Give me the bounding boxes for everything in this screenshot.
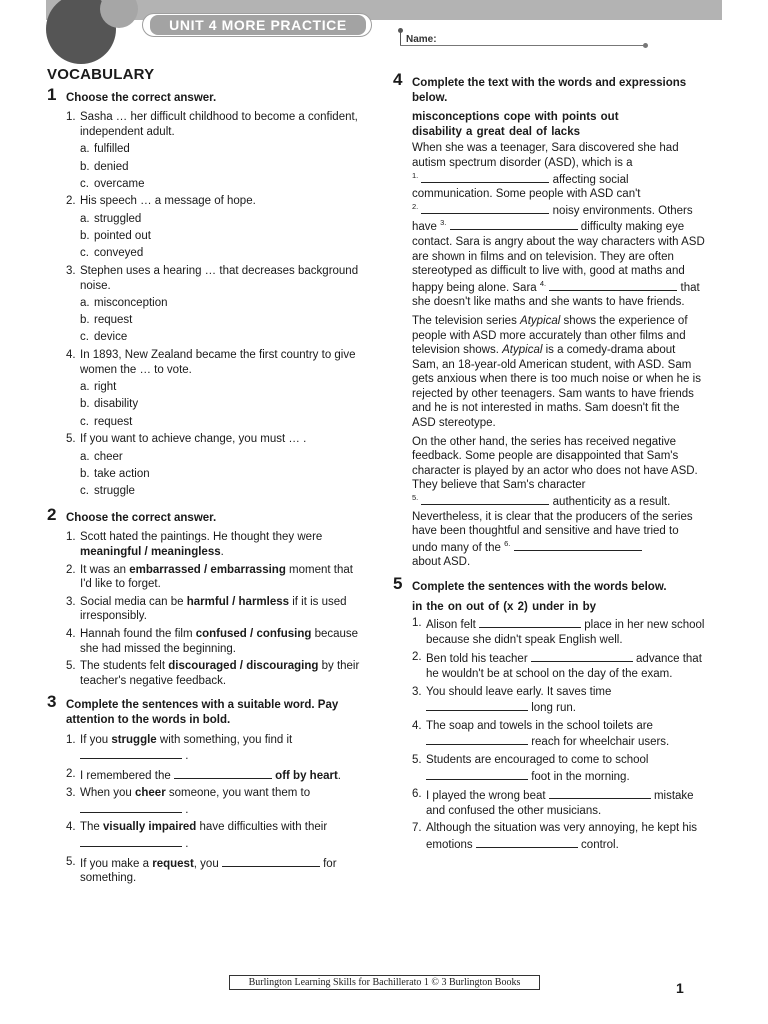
option-letter: b. <box>80 468 90 480</box>
exercise-number: 3 <box>47 692 57 712</box>
choice-option[interactable]: embarrassing <box>210 563 286 576</box>
question <box>47 563 367 592</box>
question-text: . <box>182 838 189 851</box>
option-text: struggled <box>94 212 142 225</box>
question-number: 5. <box>66 855 76 868</box>
answer-option[interactable] <box>80 380 367 395</box>
option-letter: b. <box>80 160 90 173</box>
question-text: Alison felt <box>426 619 480 632</box>
question-text: You should leave early. It saves time <box>426 685 612 698</box>
option-text: overcame <box>94 177 145 190</box>
word-bank <box>393 110 705 139</box>
question-text: If you make a <box>80 857 153 870</box>
choice-option[interactable]: embarrassed <box>129 563 201 576</box>
exercise-instruction: Choose the correct answer. <box>66 511 217 524</box>
bold-keyword: off by heart <box>275 769 338 782</box>
gap-number: 1. <box>412 170 419 180</box>
question-number: 3. <box>66 264 76 277</box>
answer-option[interactable] <box>80 467 367 482</box>
choice-option[interactable]: meaningful <box>80 545 142 558</box>
question-text: , you <box>193 857 222 870</box>
question-text: In 1893, New Zealand became the first country to give women the … to vote. <box>80 349 356 376</box>
exercise-2-heading <box>47 504 367 526</box>
option-letter: b. <box>80 230 90 243</box>
choice-separator: / <box>200 563 211 576</box>
question-text: long run. <box>528 702 576 715</box>
answer-option[interactable] <box>80 415 367 430</box>
gap-number: 3. <box>440 218 447 228</box>
question-text: The students felt <box>80 660 169 673</box>
text-paragraph <box>393 314 705 431</box>
choice-separator: / <box>228 595 239 608</box>
option-letter: c. <box>80 177 89 190</box>
paragraph-text: that she doesn't like maths and she wants to have friends. <box>412 281 700 309</box>
option-letter: a. <box>80 450 90 463</box>
question-text: When you <box>80 787 135 800</box>
name-field[interactable] <box>400 30 650 50</box>
option-text: right <box>94 381 117 394</box>
question <box>47 767 367 784</box>
question-number: 3. <box>66 787 76 800</box>
choice-option[interactable]: discouraged <box>168 660 237 673</box>
answer-option[interactable] <box>80 313 367 328</box>
question-number: 1. <box>66 111 76 124</box>
question <box>393 616 705 647</box>
question-number: 2. <box>66 563 76 576</box>
question-text: if it is used irresponsibly. <box>80 595 347 623</box>
paragraph-text: shows the experience of people with ASD more accurately than other films and television shows. <box>412 314 688 357</box>
question-number: 5. <box>66 433 76 446</box>
option-letter: c. <box>80 485 89 498</box>
option-text: conveyed <box>94 247 144 260</box>
answer-option[interactable] <box>80 484 367 499</box>
exercise-3-list <box>47 733 367 886</box>
choice-option[interactable]: confusing <box>256 627 312 640</box>
exercise-instruction: Choose the correct answer. <box>66 91 217 104</box>
question-text: mistake and confused the other musicians. <box>426 790 694 817</box>
question-number: 6. <box>412 788 422 801</box>
paragraph-text: difficulty making eye contact. Sara is angry about the way characters with ASD are shown in films and on television. They are often stereotyped as difficult to live with, good at maths and happy being alone. Sara <box>412 221 705 294</box>
answer-option[interactable] <box>80 177 367 192</box>
answer-option[interactable] <box>80 142 367 157</box>
gap-number: 6. <box>504 538 511 548</box>
name-line-end-dot <box>643 43 648 48</box>
exercise-1-list <box>47 110 367 499</box>
question-text: moment that I'd like to forget. <box>80 563 353 591</box>
name-label: Name: <box>406 34 437 45</box>
question-text: Sasha … her difficult childhood to become a confident, independent adult. <box>80 111 358 138</box>
answer-blank[interactable] <box>174 767 272 779</box>
question-text: His speech … a message of hope. <box>80 195 256 208</box>
question-number: 7. <box>412 822 422 835</box>
exercise-instruction: Complete the sentences with a suitable word. Pay attention to the words in bold. <box>66 699 339 726</box>
answer-option[interactable] <box>80 246 367 261</box>
option-list <box>80 142 367 191</box>
word-bank: in the on out of (x 2) under in by <box>412 600 597 613</box>
option-list <box>80 296 367 345</box>
question-text: place in her new school because she didn't speak English well. <box>426 619 705 646</box>
text-paragraph <box>393 435 705 570</box>
exercise-5-list <box>393 616 705 852</box>
option-text: request <box>94 314 133 327</box>
option-text: disability <box>94 398 139 411</box>
answer-blank[interactable] <box>426 699 528 711</box>
question-text: Social media can be <box>80 595 187 608</box>
exercise-number: 4 <box>393 70 403 89</box>
question <box>393 685 705 716</box>
option-text: take action <box>94 468 150 480</box>
choice-option[interactable]: meaningless <box>150 545 221 558</box>
page-number: 1 <box>676 980 684 996</box>
question-text: for something. <box>80 857 337 885</box>
gap-number: 4. <box>539 278 547 288</box>
option-letter: c. <box>80 415 89 428</box>
answer-blank[interactable] <box>80 801 182 813</box>
exercise-number: 5 <box>393 574 403 593</box>
question <box>47 194 367 261</box>
answer-option[interactable] <box>80 160 367 175</box>
exercise-4-heading <box>393 70 705 105</box>
question-number: 3. <box>412 685 422 698</box>
option-letter: a. <box>80 297 90 310</box>
exercise-number: 1 <box>47 84 57 104</box>
unit-title: UNIT 4 MORE PRACTICE <box>150 15 366 35</box>
question-text: . <box>220 545 224 558</box>
question-number: 1. <box>66 531 76 544</box>
right-column <box>393 70 705 856</box>
question <box>47 786 367 817</box>
choice-separator: / <box>246 627 257 640</box>
answer-blank[interactable] <box>80 747 182 759</box>
question <box>47 264 367 345</box>
choice-separator: / <box>236 660 247 673</box>
answer-blank[interactable] <box>479 616 581 628</box>
word-bank-line: misconceptions cope with points out <box>412 111 619 124</box>
text-paragraph <box>393 141 705 310</box>
question <box>393 650 705 681</box>
answer-blank[interactable] <box>421 493 549 505</box>
question-text: The soap and towels in the school toilets are <box>426 719 653 732</box>
option-letter: a. <box>80 143 90 156</box>
answer-option[interactable] <box>80 212 367 227</box>
answer-blank[interactable] <box>426 733 528 745</box>
option-text: pointed out <box>94 230 151 243</box>
bold-keyword: cheer <box>134 787 166 800</box>
section-heading-vocabulary: VOCABULARY <box>47 66 155 83</box>
option-letter: b. <box>80 398 90 411</box>
choice-option[interactable]: harmful <box>186 595 229 608</box>
question <box>393 787 705 818</box>
answer-option[interactable] <box>80 397 367 412</box>
question-text: Although the situation was very annoying, he kept his emotions <box>426 822 698 851</box>
question-text: Ben told his teacher <box>426 653 531 666</box>
question-text: . <box>182 803 189 816</box>
question-text: I played the wrong beat <box>426 790 549 803</box>
left-column <box>47 68 367 889</box>
answer-blank[interactable] <box>531 650 633 662</box>
choice-separator: / <box>141 545 151 558</box>
option-letter: c. <box>80 247 89 260</box>
paragraph-text: On the other hand, the series has received negative feedback. Some people are disappointed that Sam's character is played by an actor who does not have ASD. They believe that Sam's character <box>412 435 698 492</box>
question-text: The <box>80 821 104 834</box>
footer-copyright: Burlington Learning Skills for Bachillerato 1 © 3 Burlington Books <box>229 975 540 990</box>
exercise-5-heading <box>393 574 705 595</box>
question <box>47 530 367 559</box>
question <box>47 659 367 688</box>
option-text: denied <box>94 160 129 173</box>
option-list <box>80 380 367 429</box>
question-number: 4. <box>66 349 76 362</box>
question-number: 2. <box>412 651 422 664</box>
gap-number: 2. <box>412 201 419 211</box>
paragraph-text: is a comedy-drama about Sam, an 18-year-old American student, with ASD. Sam gets anxious when there is too much noise or when he is rejected by other teenagers. Sam wants to have friends and he is not interested in maths. Sam doesn't fit the ASD stereotype. <box>412 344 701 430</box>
question <box>47 110 367 191</box>
bold-keyword: request <box>152 857 194 870</box>
question <box>47 627 367 656</box>
option-letter: a. <box>80 212 90 225</box>
name-line[interactable] <box>400 45 645 46</box>
paragraph-text: authenticity as a result. Nevertheless, it is clear that the producers of the series have been thoughtful and sensitive and have tried to undo many of the <box>412 496 693 554</box>
answer-blank[interactable] <box>426 768 528 780</box>
question-text: It was an <box>80 563 130 576</box>
question <box>47 348 367 429</box>
question-text: because she had missed the beginning. <box>80 627 359 655</box>
option-text: struggle <box>94 485 135 498</box>
name-field-dot <box>398 28 403 33</box>
option-list <box>80 450 367 499</box>
question-number: 2. <box>66 195 76 208</box>
question-text: . <box>337 769 341 782</box>
question-number: 1. <box>412 617 422 630</box>
option-text: fulfilled <box>94 143 130 156</box>
option-list <box>80 212 367 261</box>
answer-blank[interactable] <box>514 539 642 551</box>
question-text: I remembered the <box>80 769 174 782</box>
option-letter: c. <box>80 331 89 344</box>
bold-keyword: visually impaired <box>103 821 197 834</box>
answer-option[interactable] <box>80 330 367 345</box>
question-number: 1. <box>66 733 76 746</box>
paragraph-text: about ASD. <box>412 556 471 569</box>
option-text: device <box>94 331 128 344</box>
question-number: 4. <box>412 719 422 732</box>
answer-blank[interactable] <box>549 279 677 291</box>
answer-blank[interactable] <box>222 855 320 867</box>
question-text: If you <box>80 733 112 746</box>
option-text: request <box>94 415 133 428</box>
question-text: If you want to achieve change, you must … . <box>80 433 307 446</box>
question <box>47 432 367 499</box>
question-text: someone, you want them to <box>165 787 311 800</box>
answer-blank[interactable] <box>450 218 578 230</box>
question-number: 4. <box>66 821 76 834</box>
option-text: cheer <box>94 450 123 463</box>
answer-blank[interactable] <box>421 171 549 183</box>
answer-blank[interactable] <box>421 202 549 214</box>
question-text: Scott hated the paintings. He thought they were <box>80 531 323 544</box>
question <box>393 753 705 784</box>
question <box>393 719 705 750</box>
question <box>47 733 367 764</box>
question-text: Students are encouraged to come to school <box>426 753 649 766</box>
answer-option[interactable] <box>80 450 367 465</box>
exercise-1-heading <box>47 84 367 106</box>
exercise-instruction: Complete the sentences with the words below. <box>412 581 667 593</box>
question-number: 3. <box>66 595 76 608</box>
question-text: Hannah found the film <box>80 627 196 640</box>
question-text: Stephen uses a hearing … that decreases background noise. <box>80 264 359 292</box>
series-title: Atypical <box>520 314 561 327</box>
question-number: 5. <box>412 753 422 766</box>
option-letter: b. <box>80 314 90 327</box>
series-title: Atypical <box>502 344 543 357</box>
paragraph-text: When she was a teenager, Sara discovered she had autism spectrum disorder (ASD), which is a <box>412 142 679 169</box>
choice-option[interactable]: harmless <box>238 595 290 608</box>
question-text: with something, you find it <box>156 733 293 746</box>
question-text: control. <box>577 838 619 851</box>
paragraph-text: noisy environments. Others have <box>412 204 693 234</box>
choice-option[interactable]: confused <box>195 627 247 640</box>
question-number: 4. <box>66 627 76 640</box>
option-text: misconception <box>94 297 168 310</box>
question <box>393 821 705 852</box>
bold-keyword: struggle <box>111 733 157 746</box>
question <box>47 820 367 851</box>
question <box>47 595 367 624</box>
gap-number: 5. <box>412 493 419 503</box>
question-number: 2. <box>66 767 76 780</box>
exercise-number: 2 <box>47 504 57 524</box>
question-text: have difficulties with their <box>196 821 328 834</box>
question-text: reach for wheelchair users. <box>528 736 670 749</box>
question-text: . <box>182 750 189 763</box>
paragraph-text: The television series <box>412 314 521 327</box>
exercise-3-heading <box>47 692 367 727</box>
exercise-2-list <box>47 530 367 688</box>
answer-blank[interactable] <box>80 835 182 847</box>
choice-option[interactable]: discouraging <box>246 660 319 673</box>
answer-blank[interactable] <box>549 787 651 799</box>
question <box>47 855 367 886</box>
answer-option[interactable] <box>80 229 367 244</box>
question-text: advance that he wouldn't be at school on the day of the exam. <box>426 653 702 680</box>
question-number: 5. <box>66 660 76 673</box>
exercise-instruction: Complete the text with the words and expressions below. <box>412 77 687 104</box>
question-text: foot in the morning. <box>528 770 630 783</box>
paragraph-text: affecting social communication. Some people with ASD can't <box>412 173 641 201</box>
option-letter: a. <box>80 381 90 394</box>
answer-blank[interactable] <box>476 836 578 848</box>
word-bank-line: disability a great deal of lacks <box>412 125 580 138</box>
answer-option[interactable] <box>80 296 367 311</box>
question-text: by their teacher's negative feedback. <box>80 660 360 687</box>
